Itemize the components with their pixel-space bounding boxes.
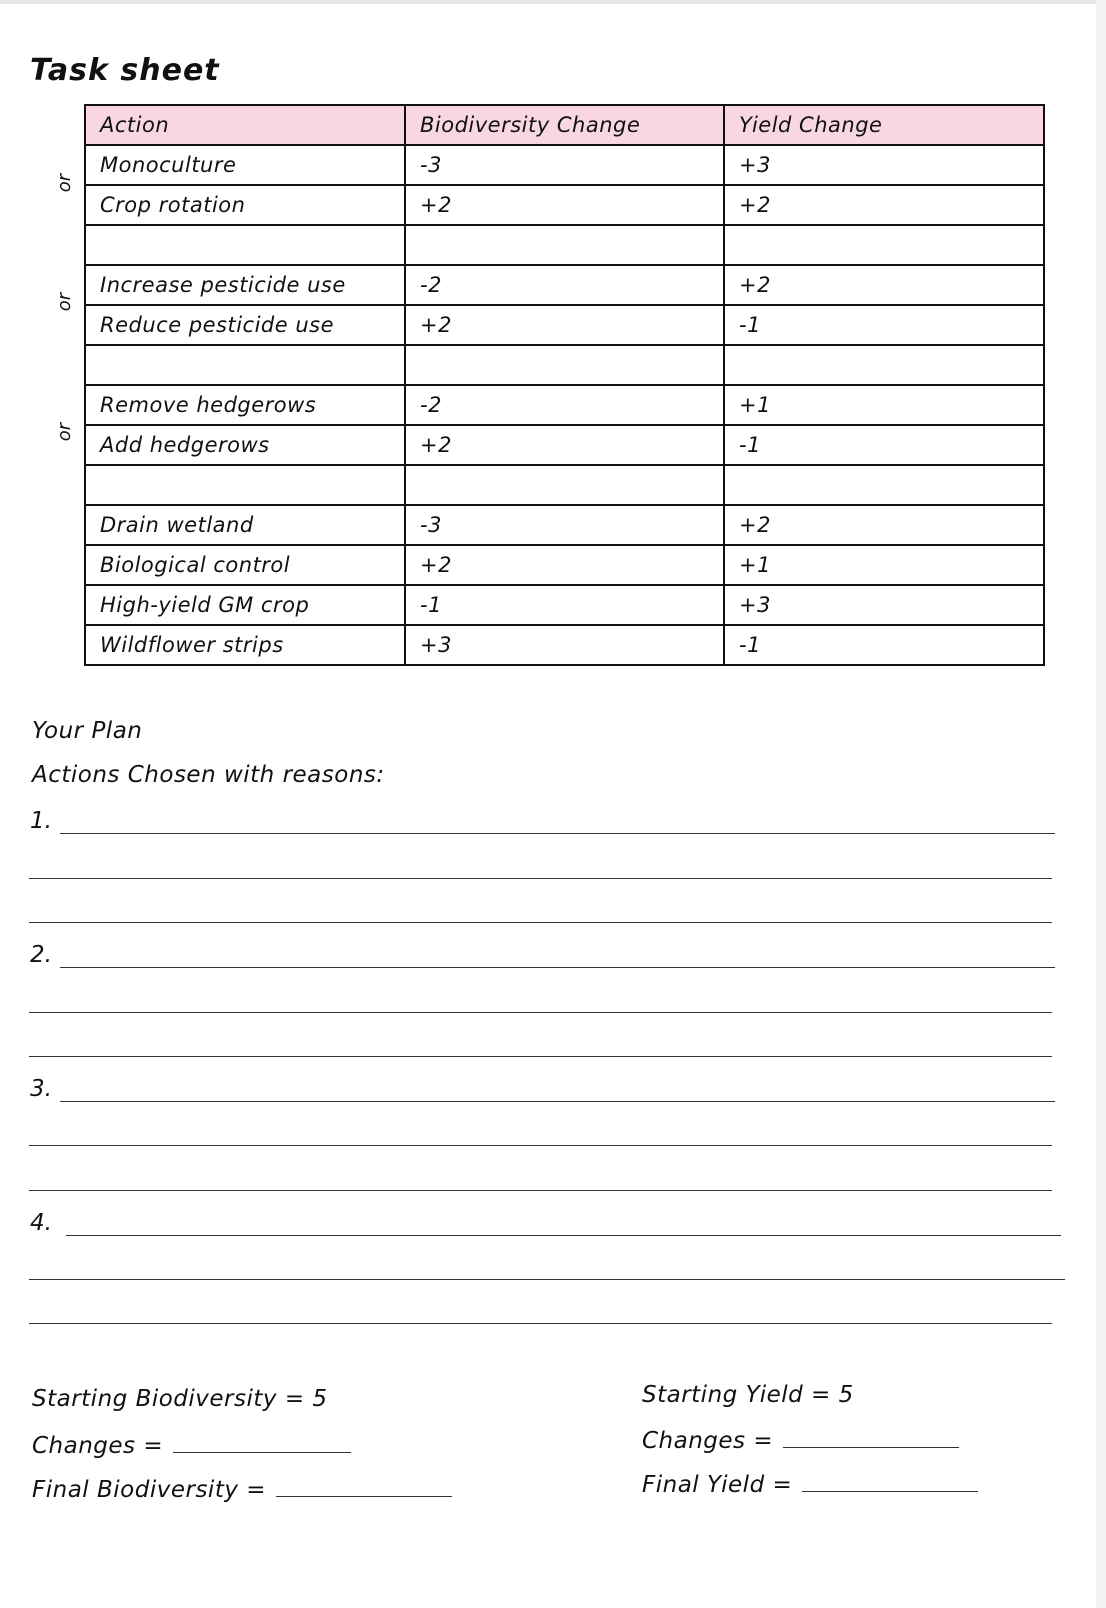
action-cell: Remove hedgerows: [85, 385, 405, 425]
biodiversity-cell: +2: [405, 305, 724, 345]
header-biodiversity-change: Biodiversity Change: [405, 105, 724, 145]
final-yield-blank[interactable]: [802, 1471, 978, 1492]
answer-line-3a[interactable]: [60, 1101, 1055, 1102]
yield-cell: -1: [724, 425, 1044, 465]
header-action: Action: [85, 105, 405, 145]
changes-biodiversity-blank[interactable]: [173, 1432, 351, 1453]
yield-cell: -1: [724, 305, 1044, 345]
biodiversity-cell: [405, 225, 724, 265]
answer-line-4b[interactable]: [29, 1279, 1065, 1280]
final-yield-label: Final Yield =: [642, 1472, 793, 1498]
yield-cell: +2: [724, 265, 1044, 305]
action-cell: Drain wetland: [85, 505, 405, 545]
answer-line-2b[interactable]: [29, 1012, 1052, 1013]
plan-heading: Your Plan: [32, 718, 143, 744]
biodiversity-cell: [405, 345, 724, 385]
action-cell: Increase pesticide use: [85, 265, 405, 305]
page-title: Task sheet: [30, 53, 220, 88]
yield-cell: +3: [724, 145, 1044, 185]
final-biodiversity-blank[interactable]: [276, 1476, 452, 1497]
action-cell: Add hedgerows: [85, 425, 405, 465]
changes-biodiversity-label: Changes =: [32, 1433, 164, 1459]
biodiversity-cell: +2: [405, 185, 724, 225]
action-cell: Crop rotation: [85, 185, 405, 225]
biodiversity-cell: -2: [405, 385, 724, 425]
or-marker-1: or: [54, 173, 75, 193]
yield-cell: +2: [724, 505, 1044, 545]
table-row: [85, 265, 1044, 305]
or-marker-2: or: [54, 292, 75, 312]
answer-line-3c[interactable]: [29, 1190, 1052, 1191]
table-row: [85, 585, 1044, 625]
plan-number-1: 1.: [30, 808, 52, 834]
answer-line-1c[interactable]: [29, 922, 1052, 923]
header-yield-change: Yield Change: [724, 105, 1044, 145]
table-row: [85, 425, 1044, 465]
table-row: [85, 225, 1044, 265]
action-cell: [85, 225, 405, 265]
answer-line-3b[interactable]: [29, 1145, 1052, 1146]
yield-cell: +2: [724, 185, 1044, 225]
table-row: [85, 465, 1044, 505]
yield-cell: [724, 225, 1044, 265]
answer-line-4a[interactable]: [66, 1235, 1061, 1236]
or-marker-3: or: [54, 422, 75, 442]
table-header-row: [85, 105, 1044, 145]
starting-yield: Starting Yield = 5: [642, 1382, 854, 1408]
plan-number-2: 2.: [30, 942, 52, 968]
table-row: [85, 385, 1044, 425]
biodiversity-cell: -3: [405, 145, 724, 185]
answer-line-4c[interactable]: [29, 1323, 1052, 1324]
biodiversity-cell: -1: [405, 585, 724, 625]
actions-table: [84, 104, 1045, 666]
table-row: [85, 505, 1044, 545]
biodiversity-cell: +2: [405, 545, 724, 585]
starting-biodiversity: Starting Biodiversity = 5: [32, 1386, 328, 1412]
table-row: [85, 545, 1044, 585]
answer-line-2c[interactable]: [29, 1056, 1052, 1057]
table-row: [85, 305, 1044, 345]
final-biodiversity-row: [32, 1476, 452, 1503]
action-cell: Biological control: [85, 545, 405, 585]
table-row: [85, 145, 1044, 185]
answer-line-1b[interactable]: [29, 878, 1052, 879]
action-cell: [85, 465, 405, 505]
page-top-border: [0, 0, 1106, 4]
biodiversity-cell: +3: [405, 625, 724, 665]
answer-line-1a[interactable]: [60, 833, 1055, 834]
plan-subheading: Actions Chosen with reasons:: [32, 762, 385, 788]
biodiversity-cell: +2: [405, 425, 724, 465]
yield-cell: +3: [724, 585, 1044, 625]
table-row: [85, 185, 1044, 225]
page-right-edge: [1096, 0, 1106, 1608]
table-row: [85, 345, 1044, 385]
table-row: [85, 625, 1044, 665]
biodiversity-cell: -2: [405, 265, 724, 305]
changes-yield-blank[interactable]: [783, 1427, 959, 1448]
yield-cell: [724, 345, 1044, 385]
plan-number-4: 4.: [30, 1210, 52, 1236]
biodiversity-cell: -3: [405, 505, 724, 545]
action-cell: High-yield GM crop: [85, 585, 405, 625]
changes-yield-row: [642, 1427, 959, 1454]
action-cell: Wildflower strips: [85, 625, 405, 665]
yield-cell: +1: [724, 545, 1044, 585]
yield-cell: -1: [724, 625, 1044, 665]
final-yield-row: [642, 1471, 978, 1498]
action-cell: [85, 345, 405, 385]
changes-yield-label: Changes =: [642, 1428, 774, 1454]
answer-line-2a[interactable]: [60, 967, 1055, 968]
plan-number-3: 3.: [30, 1076, 52, 1102]
changes-biodiversity-row: [32, 1432, 351, 1459]
action-cell: Monoculture: [85, 145, 405, 185]
yield-cell: [724, 465, 1044, 505]
biodiversity-cell: [405, 465, 724, 505]
final-biodiversity-label: Final Biodiversity =: [32, 1477, 267, 1503]
action-cell: Reduce pesticide use: [85, 305, 405, 345]
yield-cell: +1: [724, 385, 1044, 425]
